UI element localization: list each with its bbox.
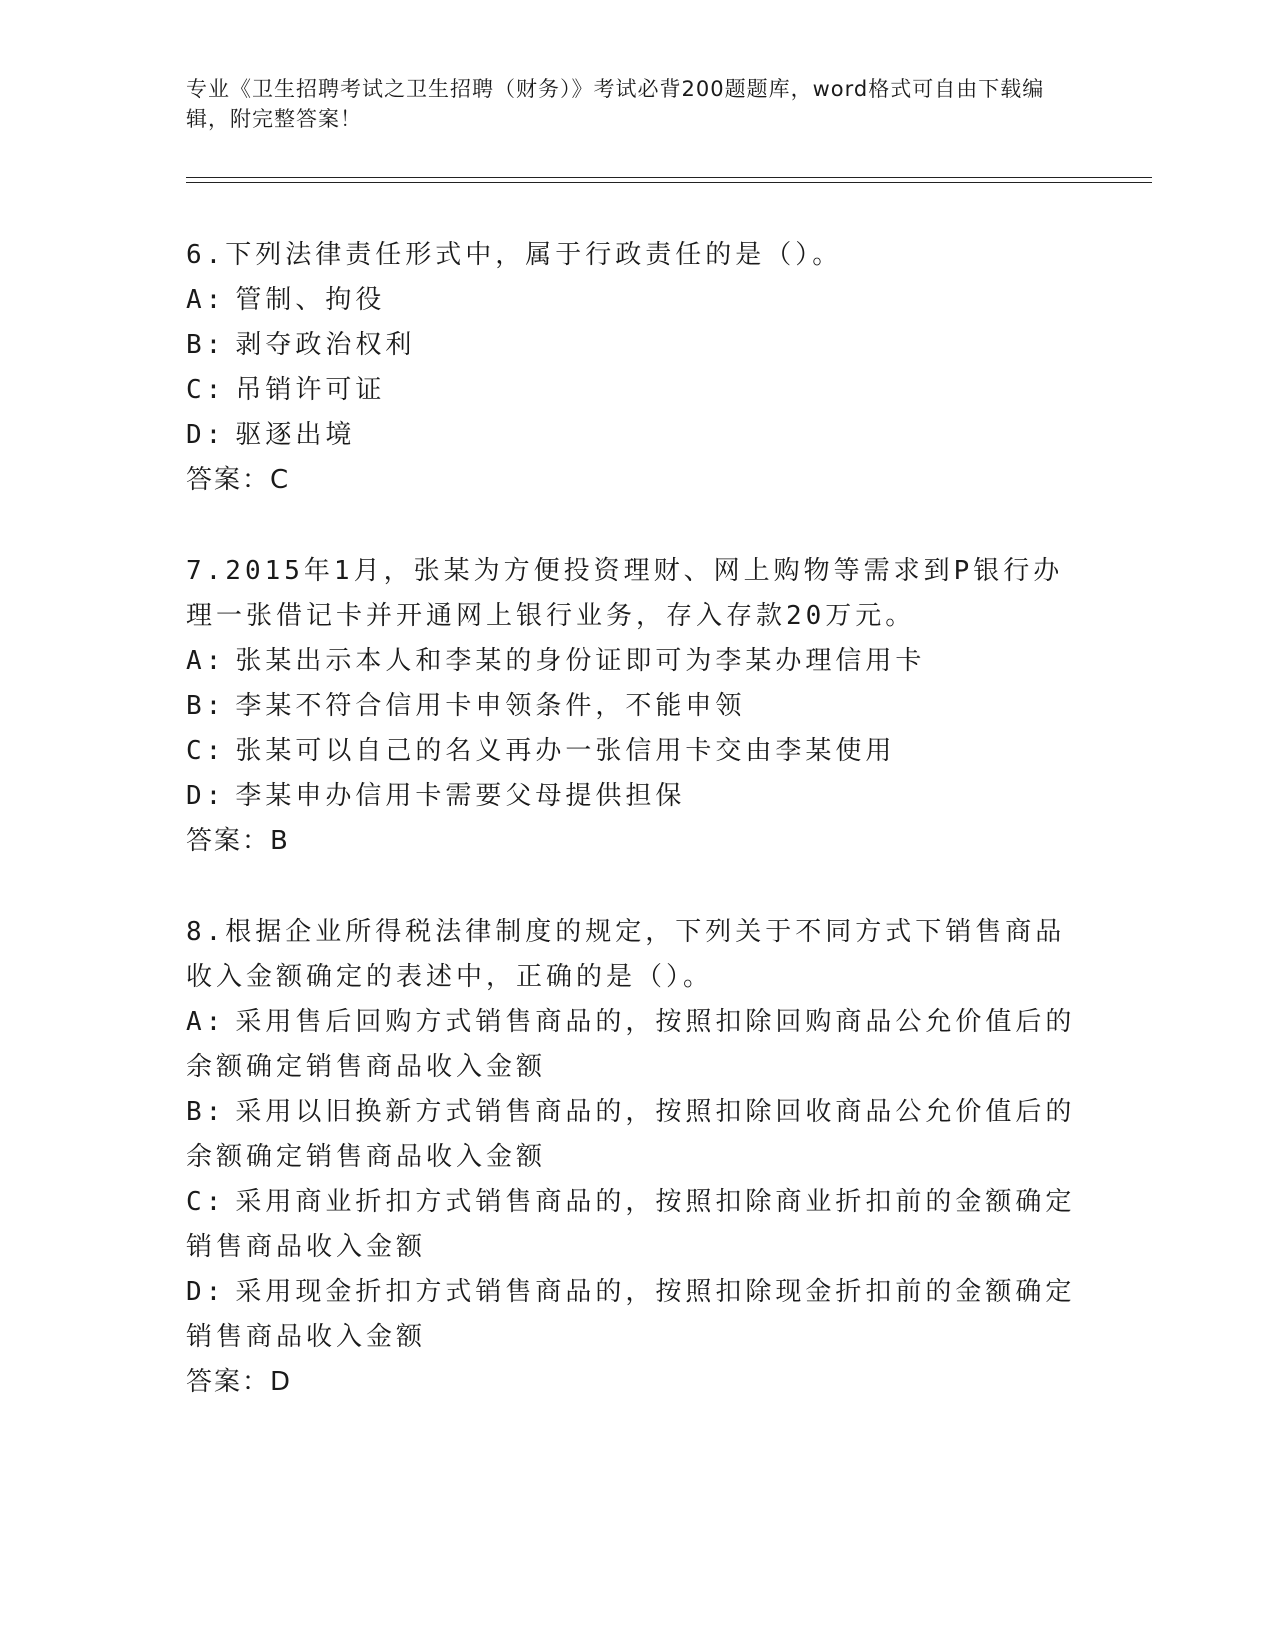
option-text: 管制、拘役 <box>235 285 386 315</box>
option-text: 采用售后回购方式销售商品的，按照扣除回购商品公允价值后的余额确定销售商品收入金额 <box>186 1007 1076 1082</box>
option-d <box>186 774 1086 819</box>
option-key: C: <box>186 736 226 766</box>
header-divider-top <box>186 177 1152 178</box>
option-c <box>186 1180 1086 1270</box>
option-key: D: <box>186 420 226 450</box>
document-header: 专业《卫生招聘考试之卫生招聘（财务）》考试必背200题题库，word格式可自由下载编辑，附完整答案！ <box>186 77 1045 131</box>
option-b <box>186 684 1086 729</box>
option-a <box>186 278 1086 323</box>
option-key: B: <box>186 330 226 360</box>
option-text: 采用现金折扣方式销售商品的，按照扣除现金折扣前的金额确定销售商品收入金额 <box>186 1277 1076 1352</box>
option-key: A: <box>186 646 226 676</box>
option-text: 吊销许可证 <box>235 375 386 405</box>
option-d <box>186 1270 1086 1360</box>
option-b <box>186 1090 1086 1180</box>
option-key: C: <box>186 375 226 405</box>
option-key: D: <box>186 1277 226 1307</box>
question-stem: 8.根据企业所得税法律制度的规定，下列关于不同方式下销售商品收入金额确定的表述中，正确的是（）。 <box>186 917 1066 992</box>
option-text: 李某申办信用卡需要父母提供担保 <box>235 781 686 811</box>
option-text: 剥夺政治权利 <box>235 330 416 360</box>
question-8 <box>186 910 1086 1405</box>
option-a <box>186 639 1086 684</box>
option-key: C: <box>186 1187 226 1217</box>
question-6 <box>186 233 1086 503</box>
option-key: B: <box>186 691 226 721</box>
option-text: 采用以旧换新方式销售商品的，按照扣除回收商品公允价值后的余额确定销售商品收入金额 <box>186 1097 1076 1172</box>
option-key: B: <box>186 1097 226 1127</box>
option-c <box>186 368 1086 413</box>
question-list <box>186 233 1086 1451</box>
question-7 <box>186 549 1086 864</box>
option-a <box>186 1000 1086 1090</box>
option-text: 采用商业折扣方式销售商品的，按照扣除商业折扣前的金额确定销售商品收入金额 <box>186 1187 1076 1262</box>
option-key: A: <box>186 285 226 315</box>
option-text: 张某出示本人和李某的身份证即可为李某办理信用卡 <box>235 646 926 676</box>
option-c <box>186 729 1086 774</box>
option-text: 李某不符合信用卡申领条件，不能申领 <box>235 691 746 721</box>
answer-label: 答案：C <box>186 465 291 495</box>
option-text: 张某可以自己的名义再办一张信用卡交由李某使用 <box>235 736 896 766</box>
header-divider-bottom <box>186 182 1152 183</box>
question-stem: 7.2015年1月，张某为方便投资理财、网上购物等需求到P银行办理一张借记卡并开通网上银行业务，存入存款20万元。 <box>186 556 1064 631</box>
question-stem: 6.下列法律责任形式中，属于行政责任的是（）。 <box>186 240 843 270</box>
answer-label: 答案：B <box>186 826 290 856</box>
option-key: D: <box>186 781 226 811</box>
option-b <box>186 323 1086 368</box>
answer-label: 答案：D <box>186 1367 293 1397</box>
option-d <box>186 413 1086 458</box>
option-key: A: <box>186 1007 226 1037</box>
option-text: 驱逐出境 <box>235 420 356 450</box>
